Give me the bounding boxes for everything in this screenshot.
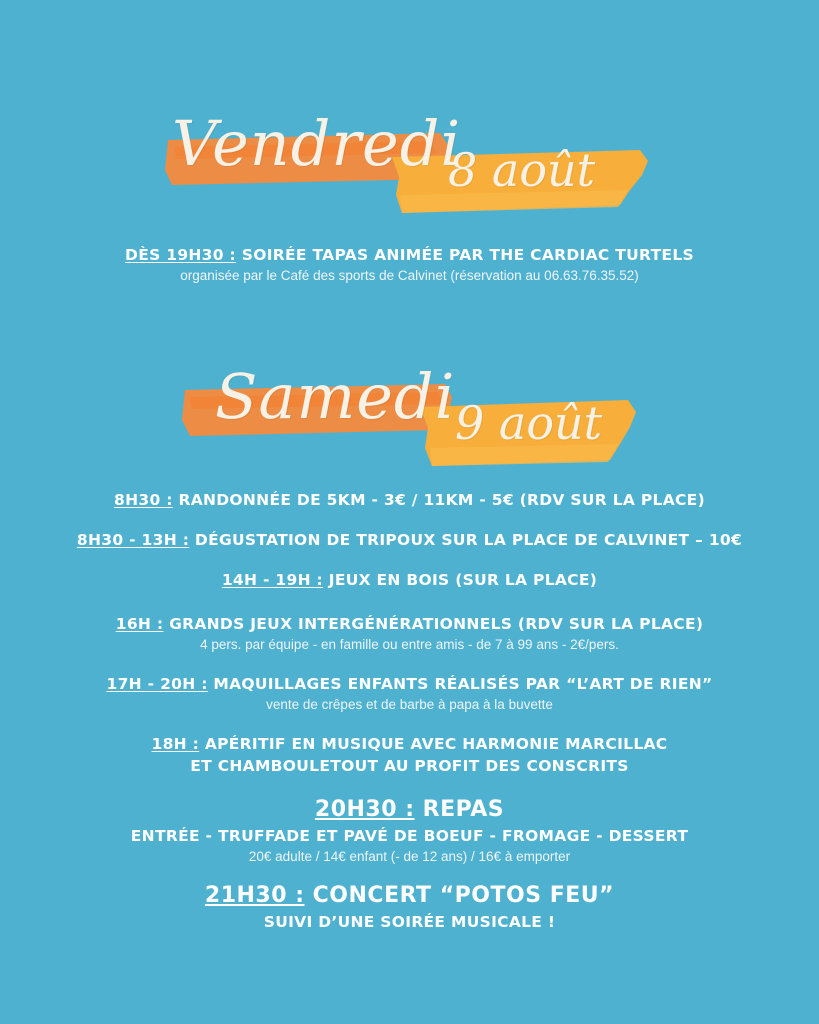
event-time: 14H - 19H : bbox=[221, 571, 324, 589]
event-title: MAQUILLAGES ENFANTS RÉALISÉS PAR “L’ART DE RIEN” bbox=[207, 675, 713, 693]
friday-tapas-event bbox=[0, 244, 819, 286]
concert-event bbox=[0, 881, 819, 933]
wood-games-event bbox=[0, 569, 819, 613]
friday-date: 8 août bbox=[448, 143, 596, 197]
meal-event bbox=[0, 795, 819, 881]
concert-subtitle: SUIVI D’UNE SOIRÉE MUSICALE ! bbox=[263, 913, 556, 931]
event-title: APÉRITIF EN MUSIQUE AVEC HARMONIE MARCILLAC bbox=[199, 735, 668, 753]
event-time: DÈS 19H30 : bbox=[125, 246, 237, 264]
event-title: CONCERT “POTOS FEU” bbox=[304, 883, 615, 908]
event-title: JEUX EN BOIS (SUR LA PLACE) bbox=[323, 571, 598, 589]
big-games-event bbox=[0, 613, 819, 673]
friday-events bbox=[0, 244, 819, 286]
saturday-day-name: Samedi bbox=[215, 360, 456, 433]
hike-event bbox=[0, 489, 819, 529]
event-title: GRANDS JEUX INTERGÉNÉRATIONNELS (RDV SUR LA PLACE) bbox=[163, 615, 704, 633]
event-time: 20H30 : bbox=[314, 797, 415, 822]
event-time: 8H30 : bbox=[114, 491, 173, 509]
face-paint-event bbox=[0, 673, 819, 733]
event-title-line2: ET CHAMBOULETOUT AU PROFIT DES CONSCRITS bbox=[190, 757, 629, 775]
event-title: DÉGUSTATION DE TRIPOUX SUR LA PLACE DE CALVINET – 10€ bbox=[189, 531, 743, 549]
event-title: SOIRÉE TAPAS ANIMÉE PAR THE CARDIAC TURTELS bbox=[236, 246, 694, 264]
event-time: 21H30 : bbox=[204, 883, 305, 908]
event-time: 8H30 - 13H : bbox=[76, 531, 190, 549]
event-subtitle: 4 pers. par équipe - en famille ou entre amis - de 7 à 99 ans - 2€/pers. bbox=[200, 637, 619, 652]
event-title: RANDONNÉE DE 5KM - 3€ / 11KM - 5€ (RDV SUR LA PLACE) bbox=[172, 491, 705, 509]
meal-prices: 20€ adulte / 14€ enfant (- de 12 ans) / 16€ à emporter bbox=[248, 849, 571, 864]
event-subtitle: organisée par le Café des sports de Calvinet (réservation au 06.63.76.35.52) bbox=[180, 268, 639, 283]
event-time: 18H : bbox=[151, 735, 200, 753]
friday-day-name: Vendredi bbox=[172, 107, 462, 180]
saturday-events bbox=[0, 489, 819, 933]
saturday-date: 9 août bbox=[455, 396, 603, 450]
friday-header bbox=[0, 95, 819, 225]
saturday-header bbox=[0, 352, 819, 482]
event-subtitle: vente de crêpes et de barbe à papa à la buvette bbox=[266, 697, 553, 712]
event-time: 17H - 20H : bbox=[106, 675, 208, 693]
aperitif-event bbox=[0, 733, 819, 795]
event-time: 16H : bbox=[115, 615, 164, 633]
event-title: REPAS bbox=[414, 797, 505, 822]
tripoux-event bbox=[0, 529, 819, 569]
meal-menu: ENTRÉE - TRUFFADE ET PAVÉ DE BOEUF - FROMAGE - DESSERT bbox=[130, 827, 689, 845]
